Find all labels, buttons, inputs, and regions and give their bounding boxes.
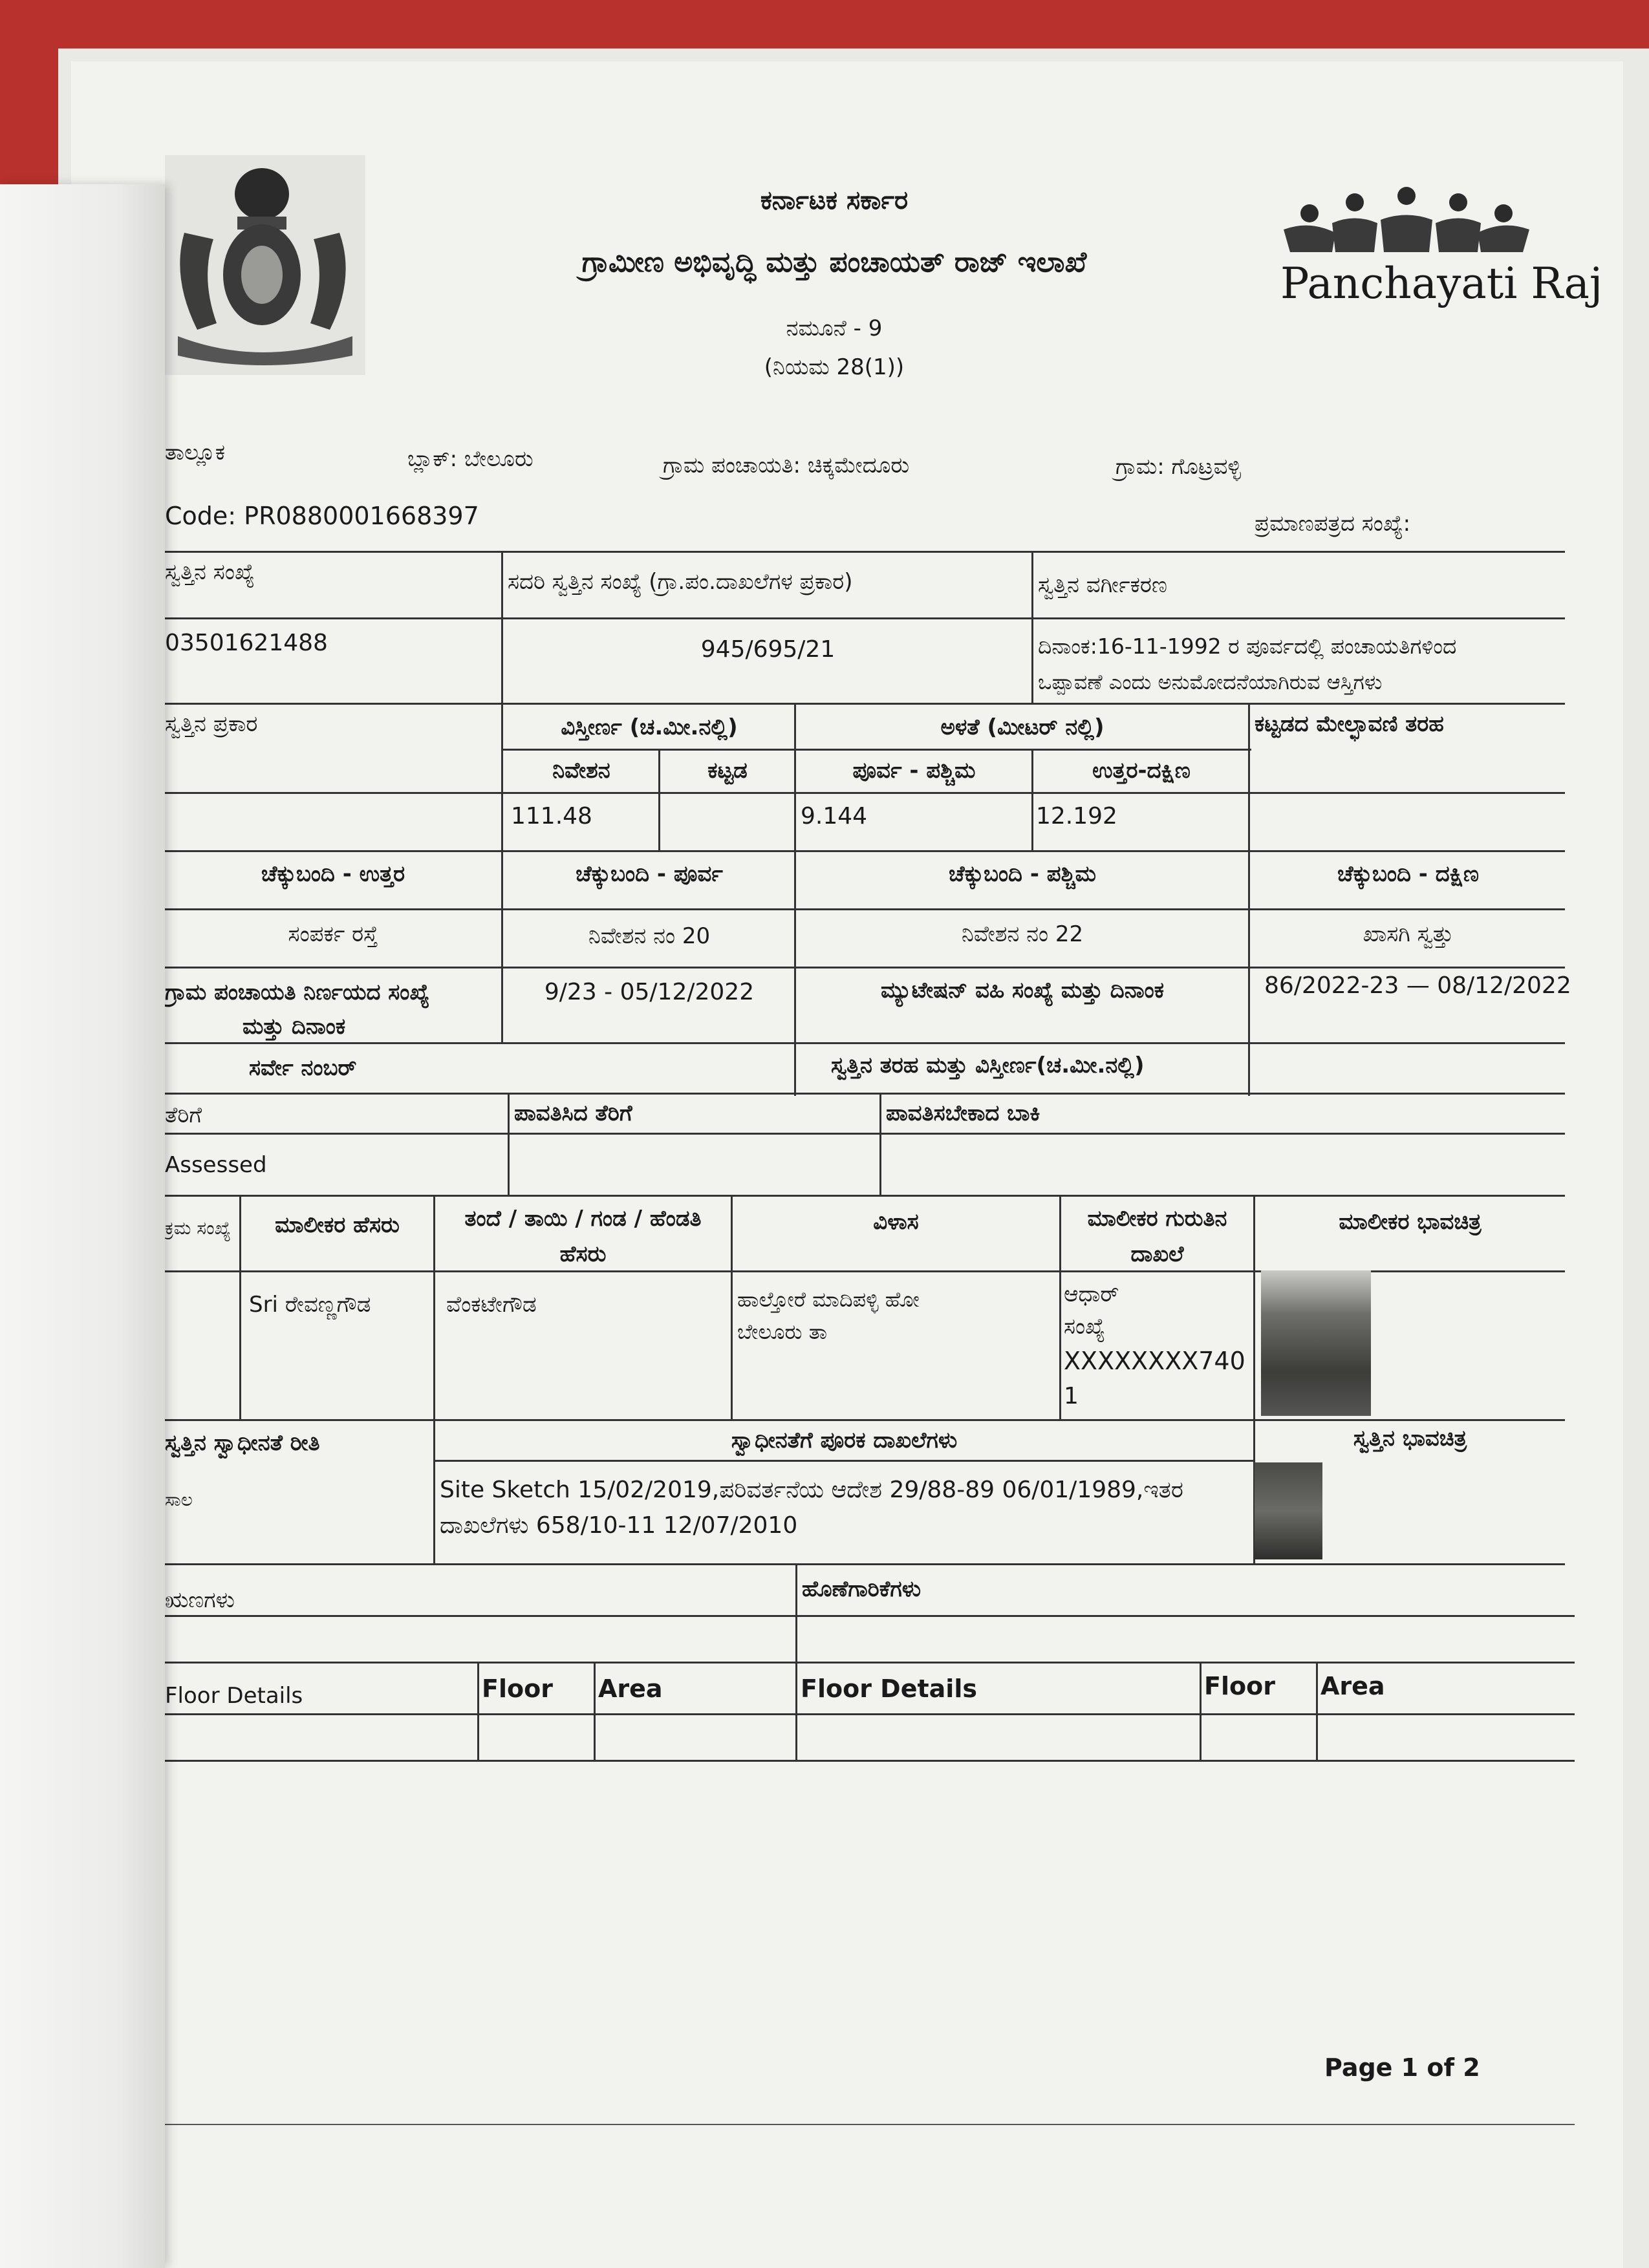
floor-right-header: Floor <box>1204 1672 1275 1700</box>
ownership-documents-line2: ದಾಖಲೆಗಳು 658/10-11 12/07/2010 <box>440 1512 798 1539</box>
page-number: Page 1 of 2 <box>1324 2053 1480 2082</box>
address-header: ವಿಳಾಸ <box>873 1209 919 1235</box>
boundary-south-value: ಖಾಸಗಿ ಸ್ವತ್ತು <box>1363 921 1454 947</box>
boundary-east-label: ಚೆಕ್ಕುಬಂದಿ - ಪೂರ್ವ <box>576 861 723 887</box>
panchayati-raj-logo <box>1271 184 1603 308</box>
karnataka-emblem-icon <box>165 155 365 375</box>
owner-photo <box>1261 1270 1371 1416</box>
boundary-east-value: ನಿವೇಶನ ನಂ 20 <box>588 923 711 949</box>
ownership-mode-label: ಸ್ವತ್ತಿನ ಸ್ವಾಧೀನತೆ ರೀತಿ <box>165 1430 320 1456</box>
address-value-line1: ಹಾಲ್ತೋರೆ ಮಾದಿಪಳ್ಳಿ ಹೋ <box>737 1287 920 1312</box>
ownership-documents-label: ಸ್ವಾಧೀನತೆಗೆ ಪೂರಕ ದಾಖಲೆಗಳು <box>731 1428 958 1453</box>
ownership-documents-line1: Site Sketch 15/02/2019,ಪರಿವರ್ತನೆಯ ಆದೇಶ 29/88-89 06/01/1989,ಇತರ <box>440 1477 1183 1503</box>
site-area-value: 111.48 <box>511 803 592 829</box>
property-photo-label: ಸ್ವತ್ತಿನ ಭಾವಚಿತ್ರ <box>1353 1426 1467 1451</box>
boundary-north-label: ಚೆಕ್ಕುಬಂದಿ - ಉತ್ತರ <box>261 861 405 887</box>
owner-serial-header: ಕ್ರಮ ಸಂಖ್ಯೆ <box>165 1217 231 1239</box>
classification-value-line2: ಒಪ್ಪಾವಣೆ ಎಂದು ಅನುಮೋದನೆಯಾಗಿರುವ ಆಸ್ತಿಗಳು <box>1038 670 1383 694</box>
owner-photo-header: ಮಾಲೀಕರ ಭಾವಚಿತ್ರ <box>1339 1209 1482 1235</box>
property-code: Code: PR0880001668397 <box>165 502 479 530</box>
form-number: ನಮೂನೆ - 9 <box>786 316 883 341</box>
owner-id-type-line1: ಆಧಾರ್ <box>1064 1281 1119 1307</box>
owner-id-header-line1: ಮಾಲೀಕರ ಗುರುತಿನ <box>1087 1206 1227 1232</box>
property-photo <box>1255 1462 1322 1559</box>
owner-name-value: Sri ರೇವಣ್ಣಗೌಡ <box>249 1292 371 1318</box>
roof-type-header: ಕಟ್ಟಡದ ಮೇಲ್ಛಾವಣಿ ತರಹ <box>1255 711 1444 737</box>
tax-label: ತೆರಿಗೆ <box>165 1102 202 1128</box>
tax-paid-label: ಪಾವತಿಸಿದ ತೆರಿಗೆ <box>514 1100 632 1126</box>
east-west-value: 9.144 <box>801 803 868 829</box>
boundary-west-label: ಚೆಕ್ಕುಬಂದಿ - ಪಶ್ಚಿಮ <box>949 861 1096 887</box>
liabilities-label: ಋಣಗಳು <box>165 1587 235 1613</box>
measurement-header: ಅಳತೆ (ಮೀಟರ್ ನಲ್ಲಿ) <box>940 714 1105 740</box>
resolution-label-line1: ಗ್ರಾಮ ಪಂಚಾಯತಿ ನಿರ್ಣಯದ ಸಂಖ್ಯೆ <box>165 979 430 1005</box>
folded-page-edge <box>0 184 165 2268</box>
floor-details-left-header: Floor Details <box>165 1683 303 1709</box>
people-group-icon <box>1271 184 1542 255</box>
boundary-south-label: ಚೆಕ್ಕುಬಂದಿ - ದಕ್ಷಿಣ <box>1337 861 1479 887</box>
north-south-subheader: ಉತ್ತರ-ದಕ್ಷಿಣ <box>1092 758 1191 784</box>
sadara-property-number-value: 945/695/21 <box>700 636 835 663</box>
gram-panchayat-label: ಗ್ರಾಮ ಪಂಚಾಯತಿ: ಚಿಕ್ಕಮೇದೂರು <box>663 453 910 478</box>
property-id-value: 03501621488 <box>165 630 328 656</box>
building-subheader: ಕಟ್ಟಡ <box>707 758 748 784</box>
owner-name-header: ಮಾಲೀಕರ ಹೆಸರು <box>275 1212 400 1238</box>
north-south-value: 12.192 <box>1036 803 1117 829</box>
owner-id-number-line1: XXXXXXXX740 <box>1064 1347 1245 1375</box>
east-west-subheader: ಪೂರ್ವ - ಪಶ್ಚಿಮ <box>852 758 976 784</box>
village-label: ಗ್ರಾಮ: ಗೊಟ್ರವಳ್ಳಿ <box>1116 454 1242 480</box>
document-page <box>71 61 1623 2268</box>
govt-title: ಕರ್ನಾಟಕ ಸರ್ಕಾರ <box>760 186 909 215</box>
block-label: ಬ್ಲಾಕ್: ಬೇಲೂರು <box>407 446 534 472</box>
logo-text: Panchayati Raj <box>1280 259 1603 308</box>
mutation-value: 86/2022-23 — 08/12/2022 <box>1264 972 1571 999</box>
resolution-value: 9/23 - 05/12/2022 <box>544 979 755 1005</box>
property-number-label: ಸ್ವತ್ತಿನ ಸಂಖ್ಯೆ <box>165 559 255 585</box>
mutation-label: ಮ್ಯುಟೇಷನ್ ವಹಿ ಸಂಖ್ಯೆ ಮತ್ತು ದಿನಾಂಕ <box>880 978 1165 1003</box>
area-left-header: Area <box>598 1674 663 1703</box>
area-header: ವಿಸ್ತೀರ್ಣ (ಚ.ಮೀ.ನಲ್ಲಿ) <box>561 714 738 740</box>
resolution-label-line2: ಮತ್ತು ದಿನಾಂಕ <box>242 1014 346 1040</box>
obligations-label: ಹೊಣೆಗಾರಿಕೆಗಳು <box>802 1576 921 1602</box>
floor-left-header: Floor <box>482 1674 553 1703</box>
classification-value-line1: ದಿನಾಂಕ:16-11-1992 ರ ಪೂರ್ವದಲ್ಲಿ ಪಂಚಾಯತಿಗಳಿಂದ <box>1038 634 1457 659</box>
site-subheader: ನಿವೇಶನ <box>552 758 610 784</box>
owner-id-number-line2: 1 <box>1064 1383 1079 1409</box>
property-classification-label: ಸ್ವತ್ತಿನ ವರ್ಗೀಕರಣ <box>1038 572 1167 598</box>
ownership-side-note: ಸಾಲ <box>165 1489 193 1510</box>
boundary-north-value: ಸಂಪರ್ಕ ರಸ್ತೆ <box>288 921 378 947</box>
property-nature-area-label: ಸ್ವತ್ತಿನ ತರಹ ಮತ್ತು ವಿಸ್ತೀರ್ಣ(ಚ.ಮೀ.ನಲ್ಲಿ) <box>831 1053 1145 1078</box>
taluk-label: ತಾಲ್ಲೂಕ <box>165 440 226 465</box>
survey-number-label: ಸರ್ವೇ ನಂಬರ್ <box>249 1055 357 1081</box>
boundary-west-value: ನಿವೇಶನ ನಂ 22 <box>961 921 1084 947</box>
property-type-label: ಸ್ವತ್ತಿನ ಪ್ರಕಾರ <box>165 711 258 737</box>
rule-reference: (ನಿಯಮ 28(1)) <box>764 354 905 380</box>
certificate-number-label: ಪ್ರಮಾಣಪತ್ರದ ಸಂಖ್ಯೆ: <box>1255 511 1411 537</box>
owner-id-type-line2: ಸಂಖ್ಯೆ <box>1064 1314 1105 1340</box>
tax-due-label: ಪಾವತಿಸಬೇಕಾದ ಬಾಕಿ <box>886 1100 1040 1126</box>
address-value-line2: ಬೇಲೂರು ತಾ <box>737 1320 828 1344</box>
dept-title: ಗ್ರಾಮೀಣ ಅಭಿವೃದ್ಧಿ ಮತ್ತು ಪಂಚಾಯತ್ ರಾಜ್ ಇಲಾಖೆ <box>581 246 1087 279</box>
relation-name-value: ವೆಂಕಟೇಗೌಡ <box>446 1292 537 1318</box>
tax-assessed-label: Assessed <box>165 1152 267 1178</box>
relation-name-header-line1: ತಂದೆ / ತಾಯಿ / ಗಂಡ / ಹೆಂಡತಿ <box>464 1206 702 1232</box>
area-right-header: Area <box>1320 1672 1385 1700</box>
owner-id-header-line2: ದಾಖಲೆ <box>1130 1241 1184 1267</box>
relation-name-header-line2: ಹೆಸರು <box>559 1241 607 1267</box>
floor-details-right-header: Floor Details <box>801 1674 977 1703</box>
sadara-property-number-label: ಸದರಿ ಸ್ವತ್ತಿನ ಸಂಖ್ಯೆ (ಗ್ರಾ.ಪಂ.ದಾಖಲೆಗಳ ಪ್ರಕಾರ) <box>508 569 853 595</box>
